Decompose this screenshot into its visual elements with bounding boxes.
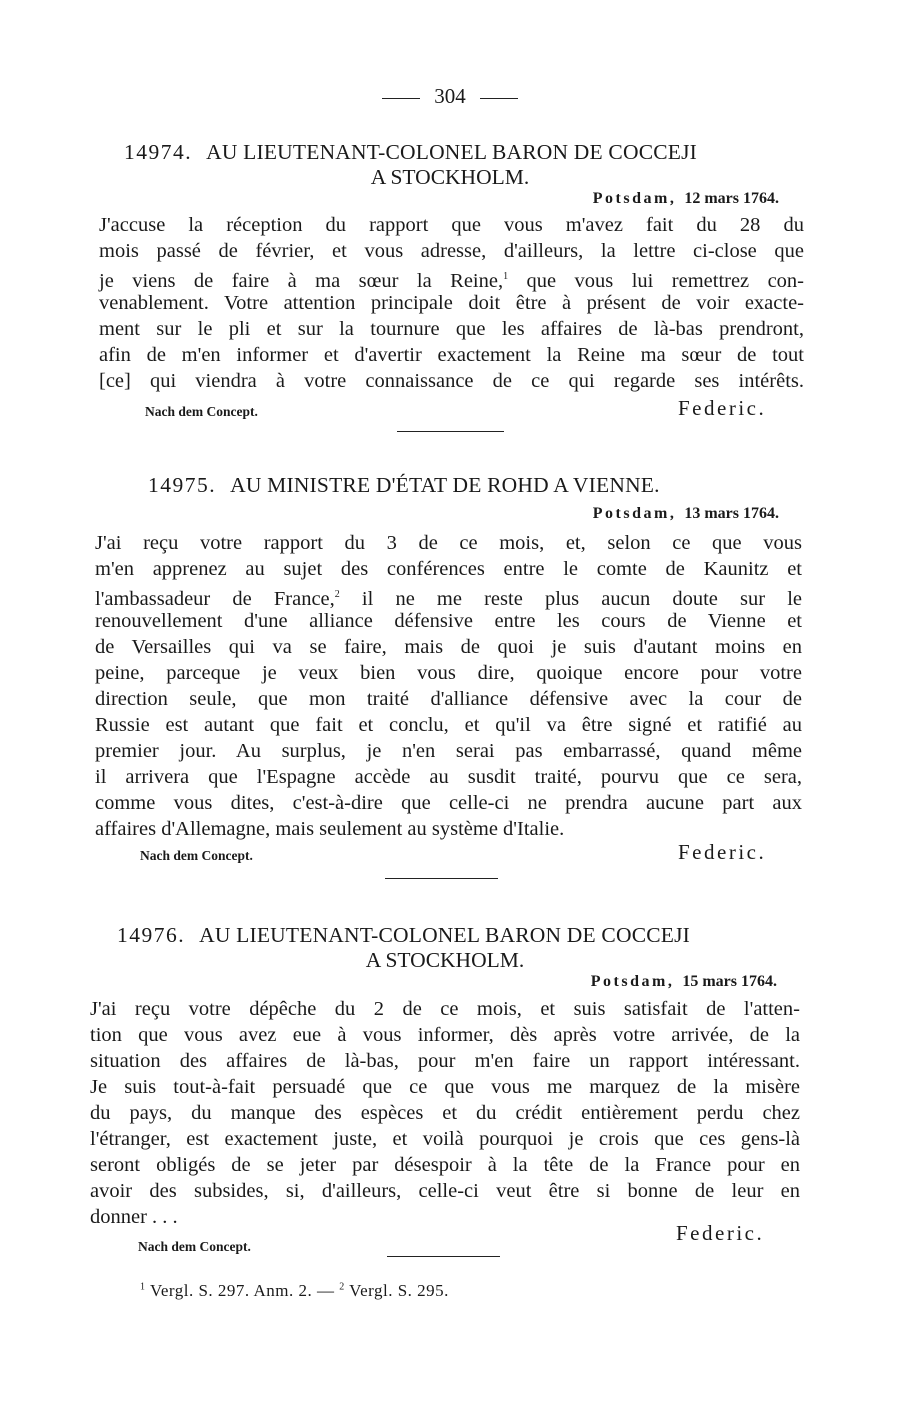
text-line: tion que vous avez eue à vous informer, dès après votre arrivée, de la xyxy=(90,1024,800,1046)
text-line: J'ai reçu votre dépêche du 2 de ce mois, et suis satisfait de l'atten- xyxy=(90,998,800,1020)
letter-heading xyxy=(124,140,697,165)
text-line: premier jour. Au surplus, je n'en serai pas embarrassé, quand même xyxy=(95,740,802,762)
text-line: situation des affaires de là-bas, pour m'en faire un rapport intéressant. xyxy=(90,1050,800,1072)
text-line: ment sur le pli et sur la tournure que les affaires de là-bas prendront, xyxy=(99,318,804,340)
signature: Federic. xyxy=(678,396,767,420)
text-segment: l'ambassadeur de France, xyxy=(95,587,335,610)
letter-date: 12 mars 1764. xyxy=(684,190,779,207)
letter-place: Potsdam, xyxy=(590,973,675,990)
text-line: avoir des subsides, si, d'ailleurs, celle-ci veut être si bonne de leur en xyxy=(90,1180,800,1202)
text-line: [ce] qui viendra à votre connaissance de ce qui regarde ses intérêts. xyxy=(99,370,804,392)
footnotes xyxy=(140,1281,449,1301)
text-line: renouvellement d'une alliance défensive entre les cours de Vienne et xyxy=(95,610,802,632)
text-line: J'accuse la réception du rapport que vous m'avez fait du 28 du xyxy=(99,214,804,236)
text-line: l'étranger, est exactement juste, et voilà pourquoi je crois que ces gens-là xyxy=(90,1128,800,1150)
text-line: comme vous dites, c'est-à-dire que celle-ci ne prendra aucune part aux xyxy=(95,792,802,814)
text-line: J'ai reçu votre rapport du 3 de ce mois, et, selon ce que vous xyxy=(95,532,802,554)
letter-heading xyxy=(117,923,690,948)
footnote-marker: 1 xyxy=(503,271,509,282)
source-note: Nach dem Concept. xyxy=(138,1239,251,1254)
page-number-value: 304 xyxy=(434,84,466,108)
letter-date: 15 mars 1764. xyxy=(682,973,777,990)
section-separator xyxy=(387,1256,500,1257)
signature: Federic. xyxy=(678,840,767,864)
footnote-marker: 2 xyxy=(339,1281,345,1293)
text-line: seront obligés de se jeter par désespoir à la tête de la France pour en xyxy=(90,1154,800,1176)
text-segment: il ne me reste plus aucun doute sur le xyxy=(339,587,802,610)
letter-heading-continuation: A STOCKHOLM. xyxy=(370,165,530,189)
footnote-text: Vergl. S. 297. Anm. 2. — xyxy=(145,1281,340,1300)
section-separator xyxy=(397,431,504,432)
letter-number: 14976. xyxy=(117,923,186,947)
letter-dateline xyxy=(593,505,779,523)
footnote-marker: 1 xyxy=(140,1281,146,1293)
signature: Federic. xyxy=(676,1221,765,1245)
text-line: peine, parceque je veux bien vous dire, quoique encore pour votre xyxy=(95,662,802,684)
letter-heading xyxy=(148,473,660,498)
text-line: Je suis tout-à-fait persuadé que ce que vous me marquez de la misère xyxy=(90,1076,800,1098)
text-line: direction seule, que mon traité d'alliance défensive avec la cour de xyxy=(95,688,802,710)
letter-addressee: AU LIEUTENANT-COLONEL BARON DE COCCEJI xyxy=(199,923,691,947)
letter-dateline xyxy=(593,190,779,208)
text-line: m'en apprenez au sujet des conférences entre le comte de Kaunitz et xyxy=(95,558,802,580)
letter-place: Potsdam, xyxy=(592,190,677,207)
text-line: Russie est autant que fait et conclu, et qu'il va être signé et ratifié au xyxy=(95,714,802,736)
letter-addressee: AU MINISTRE D'ÉTAT DE ROHD A VIENNE. xyxy=(230,473,660,497)
text-line: du pays, du manque des espèces et du crédit entièrement perdu chez xyxy=(90,1102,800,1124)
source-note: Nach dem Concept. xyxy=(145,404,258,419)
text-segment: que vous lui remettrez con- xyxy=(508,269,805,292)
text-line: de Versailles qui va se faire, mais de quoi je suis d'autant moins en xyxy=(95,636,802,658)
section-separator xyxy=(385,878,498,879)
letter-date: 13 mars 1764. xyxy=(684,505,779,522)
text-segment: je viens de faire à ma sœur la Reine, xyxy=(99,269,504,292)
text-line: venablement. Votre attention principale doit être à présent de voir exacte- xyxy=(99,292,804,314)
page-number-rule-left xyxy=(382,98,420,99)
letter-number: 14975. xyxy=(148,473,217,497)
letter-dateline xyxy=(591,973,777,991)
text-line: affaires d'Allemagne, mais seulement au système d'Italie. xyxy=(95,818,565,840)
letter-place: Potsdam, xyxy=(592,505,677,522)
text-line: afin de m'en informer et d'avertir exactement la Reine ma sœur de tout xyxy=(99,344,804,366)
text-line: il arrivera que l'Espagne accède au susdit traité, pourvu que ce sera, xyxy=(95,766,802,788)
letter-number: 14974. xyxy=(124,140,193,164)
letter-heading-continuation: A STOCKHOLM. xyxy=(365,948,525,972)
source-note: Nach dem Concept. xyxy=(140,848,253,863)
footnote-text: Vergl. S. 295. xyxy=(344,1281,449,1300)
letter-addressee: AU LIEUTENANT-COLONEL BARON DE COCCEJI xyxy=(206,140,698,164)
text-line: donner . . . xyxy=(90,1206,178,1228)
page-number xyxy=(0,84,900,109)
text-line: mois passé de février, et vous adresse, d'ailleurs, la lettre ci-close que xyxy=(99,240,804,262)
page-number-rule-right xyxy=(480,98,518,99)
footnote-marker: 2 xyxy=(334,589,340,600)
